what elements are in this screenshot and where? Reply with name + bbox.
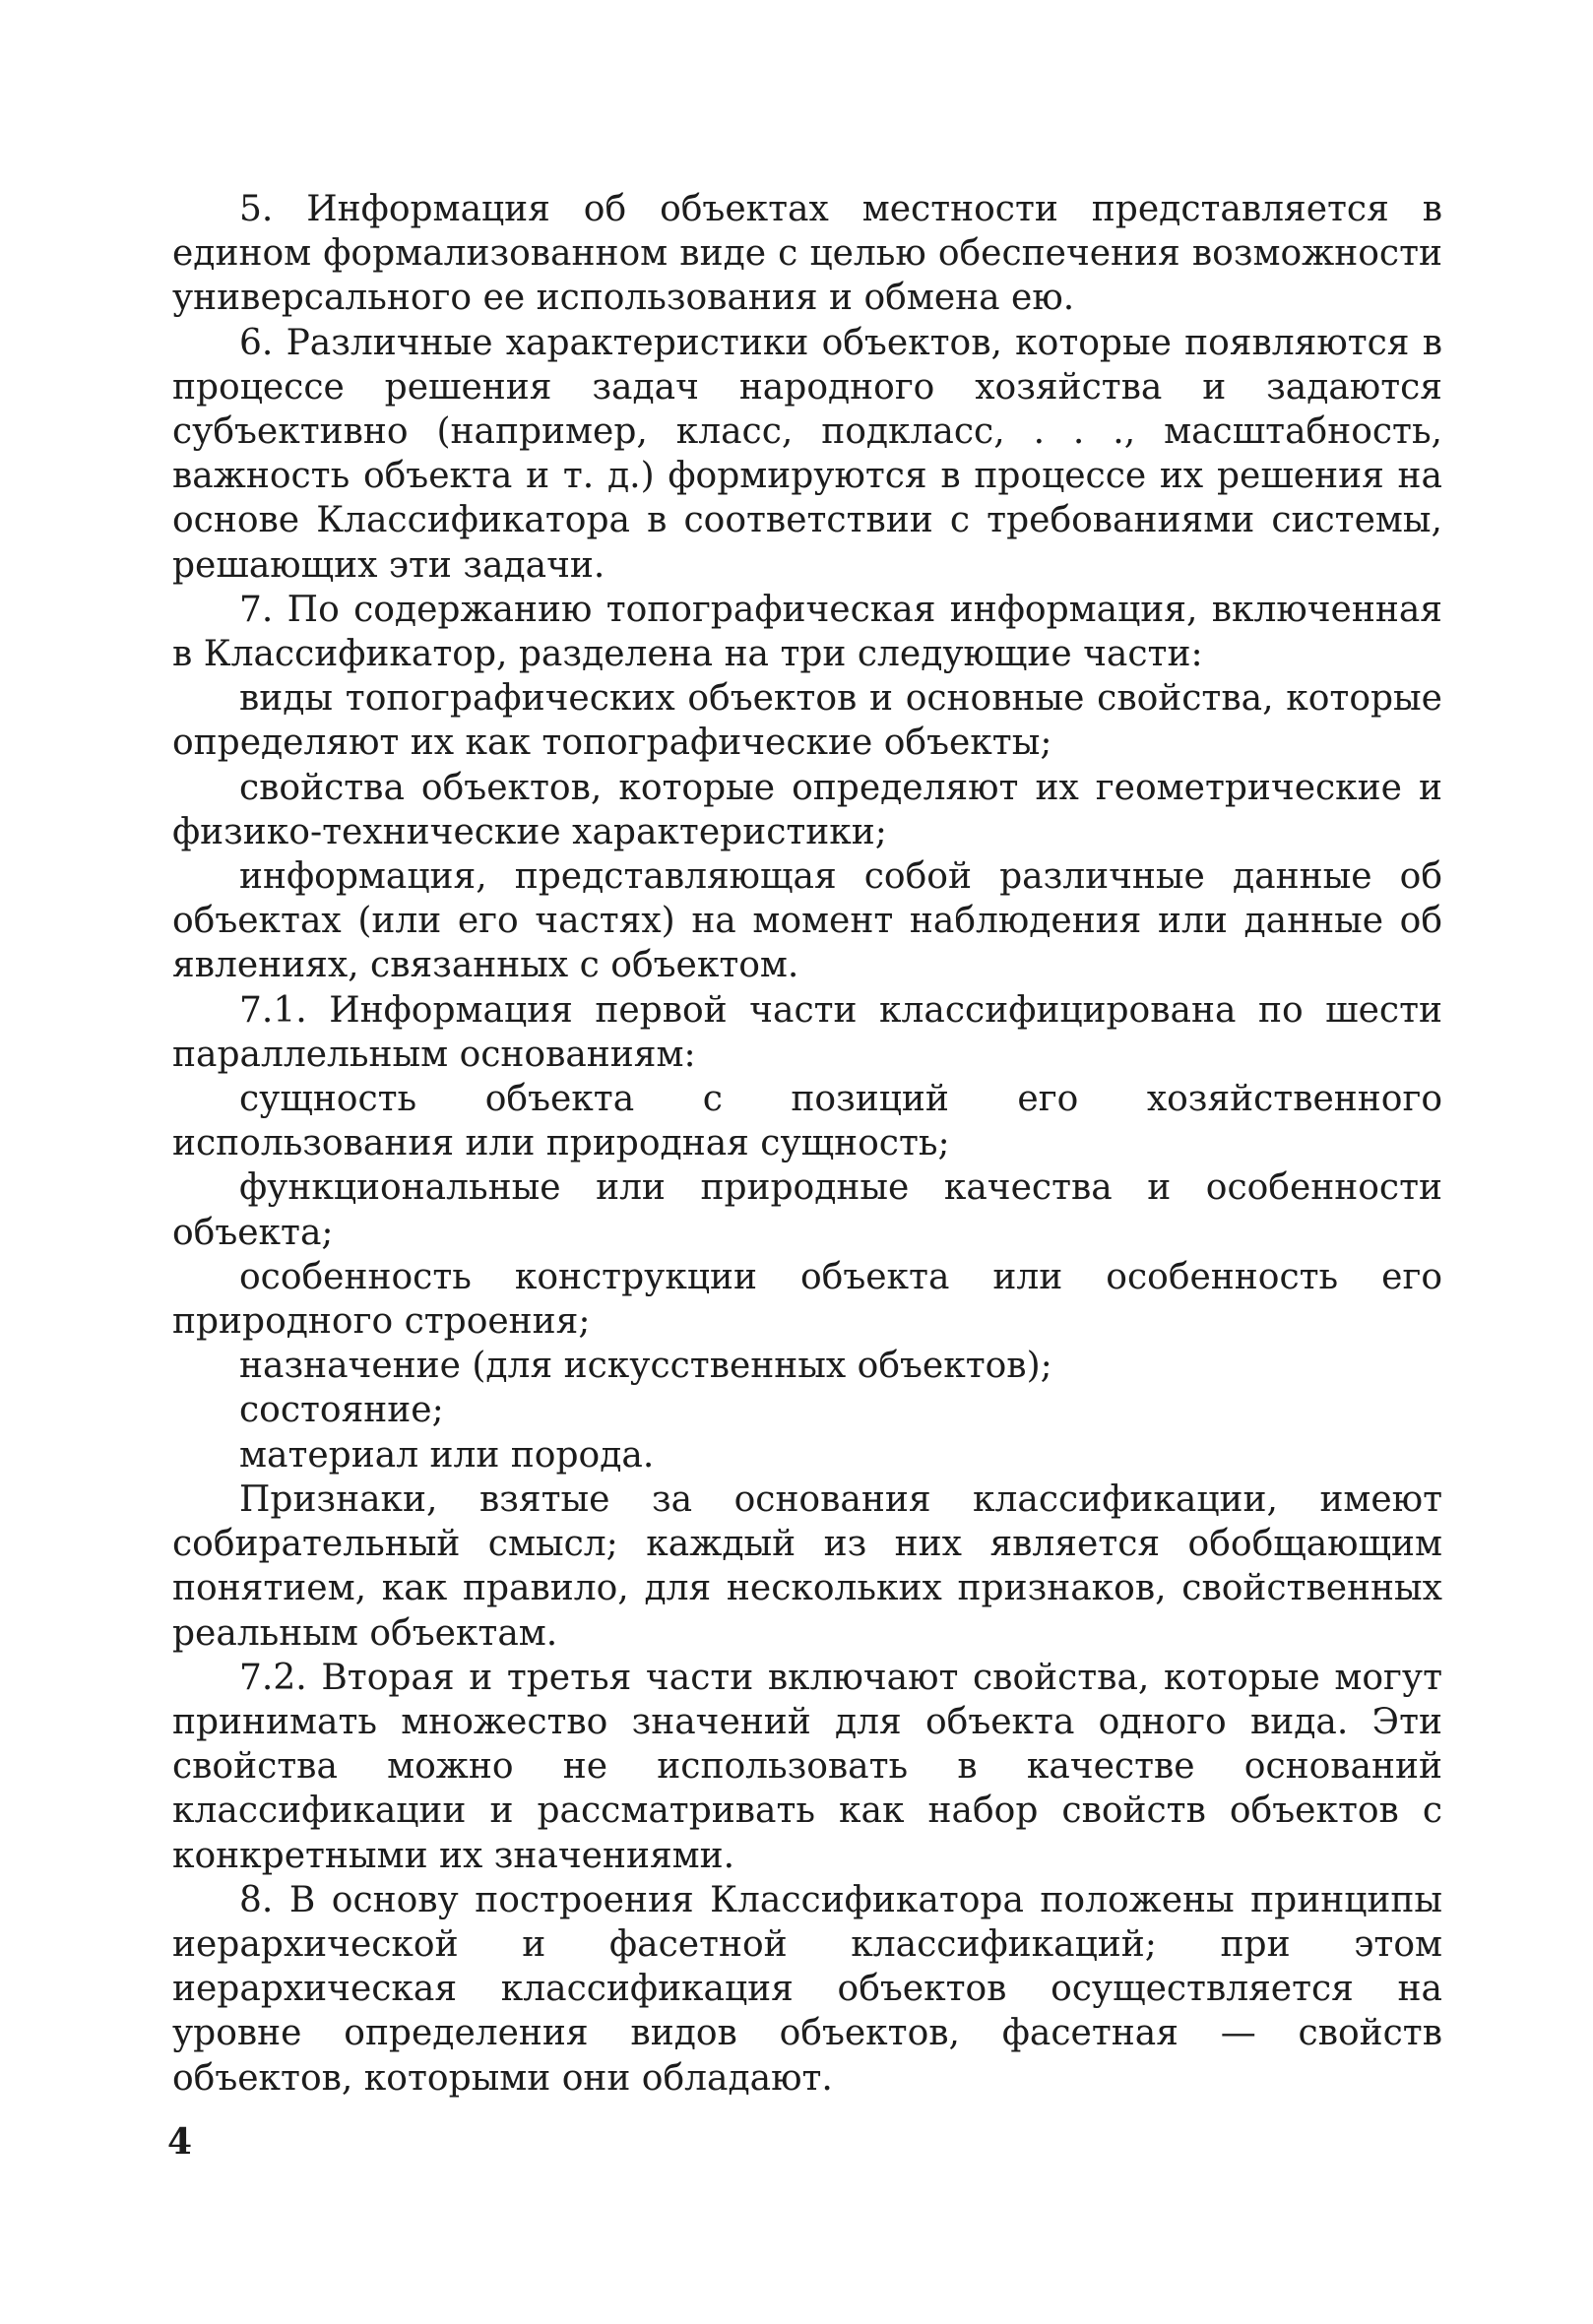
paragraph-6: 6. Различные характеристики объектов, которые появляются в процессе решения задач народного хозяйства и задаются субъективно (например, класс, подкласс, . . ., масштабность, важность объекта и т. д.) формируются в процессе их решения на основе Классификатора в соответствии с требованиями системы, решающих эти задачи.: [172, 322, 1442, 586]
paragraph-7: 7. По содержанию топографическая информация, включенная в Классификатор, разделена на три следующие части:: [172, 589, 1442, 675]
paragraph-features: Признаки, взятые за основания классификации, имеют собирательный смысл; каждый из них является обобщающим понятием, как правило, для нескольких признаков, свойственных реальным объектам.: [172, 1478, 1442, 1654]
page-body: [172, 187, 1442, 2101]
list-item: виды топографических объектов и основные свойства, которые определяют их как топографические объекты;: [172, 678, 1442, 764]
list-item: состояние;: [239, 1390, 444, 1431]
list-item: материал или порода.: [239, 1434, 655, 1476]
list-item: сущность объекта с позиций его хозяйственного использования или природная сущность;: [172, 1079, 1442, 1164]
paragraph-8: 8. В основу построения Классификатора положены принципы иерархической и фасетной классификаций; при этом иерархическая классификация объектов осуществляется на уровне определения видов объектов, фасетная — свойств объектов, которыми они обладают.: [172, 1879, 1442, 2099]
list-item: свойства объектов, которые определяют их геометрические и физико-технические характеристики;: [172, 767, 1442, 852]
page-number: 4: [167, 2121, 193, 2163]
paragraph-7-1: 7.1. Информация первой части классифицирована по шести параллельным основаниям:: [172, 989, 1442, 1075]
paragraph-5: 5. Информация об объектах местности представляется в едином формализованном виде с целью обеспечения возможности универсального ее использования и обмена ею.: [172, 189, 1442, 319]
list-item: назначение (для искусственных объектов);: [239, 1346, 1052, 1387]
list-item: функциональные или природные качества и особенности объекта;: [172, 1167, 1442, 1253]
paragraph-7-2: 7.2. Вторая и третья части включают свойства, которые могут принимать множество значений для объекта одного вида. Эти свойства можно не использовать в качестве оснований классификации и рассматривать как набор свойств объектов с конкретными их значениями.: [172, 1657, 1442, 1876]
list-item: особенность конструкции объекта или особенность его природного строения;: [172, 1256, 1442, 1343]
list-item: информация, представляющая собой различные данные об объектах (или его частях) на момент наблюдения или данные об явлениях, связанных с объектом.: [172, 856, 1442, 986]
